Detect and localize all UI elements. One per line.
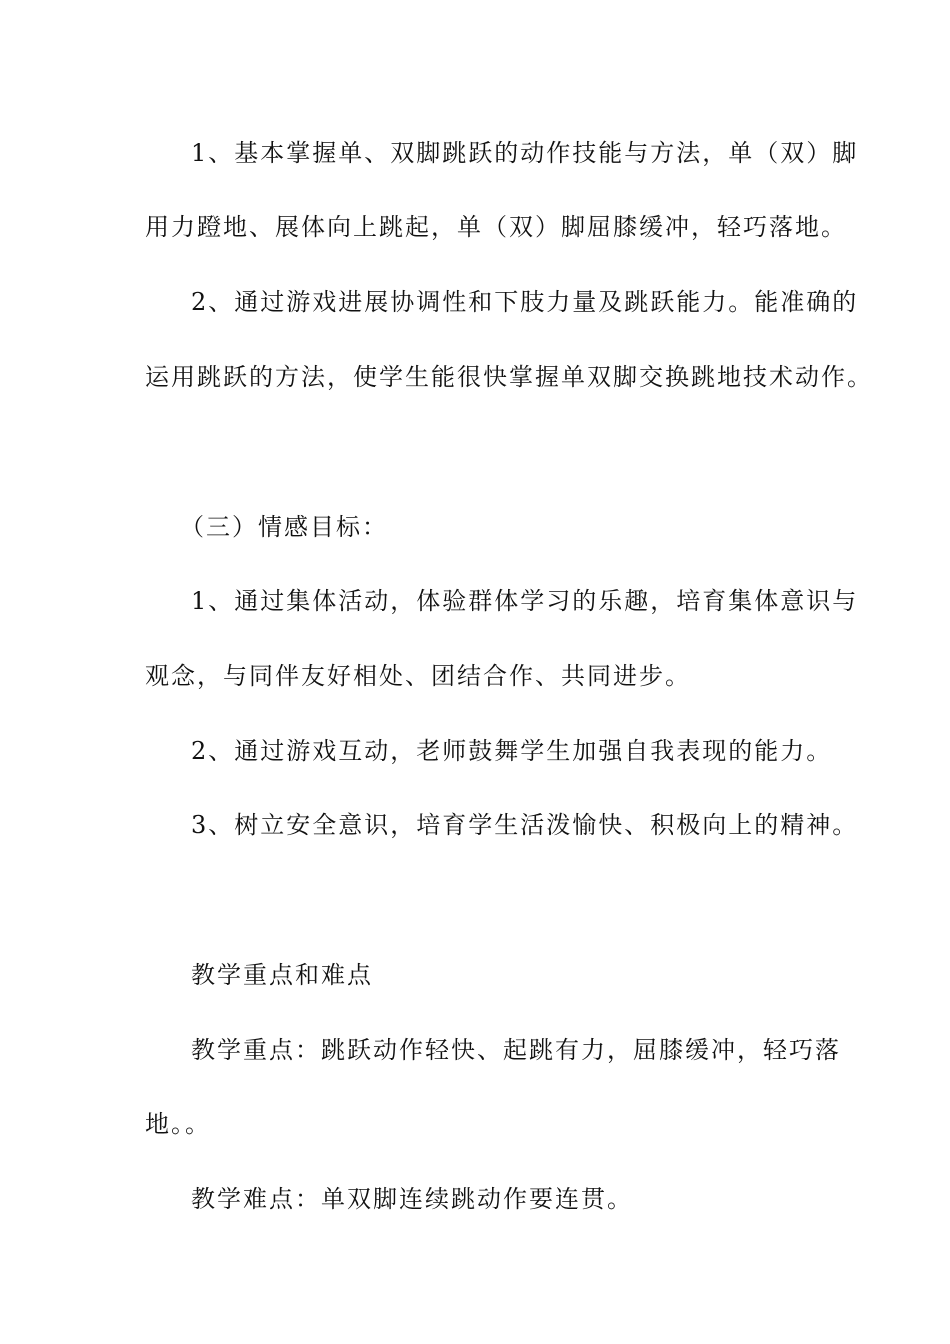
- teaching-difficulty: 教学难点：单双脚连续跳动作要连贯。: [191, 1185, 633, 1213]
- emotion-goal-2: 2、通过游戏互动，老师鼓舞学生加强自我表现的能力。: [191, 737, 833, 765]
- objective-skill-1-line-2: 用力蹬地、展体向上跳起，单（双）脚屈膝缓冲，轻巧落地。: [145, 213, 847, 241]
- emotion-goal-3: 3、树立安全意识，培育学生活泼愉快、积极向上的精神。: [191, 811, 859, 839]
- section-heading-emotion-goals: （三）情感目标：: [180, 513, 388, 541]
- emotion-goal-1-line-1: 1、通过集体活动，体验群体学习的乐趣，培育集体意识与: [191, 587, 859, 615]
- teaching-focus-line-1: 教学重点：跳跃动作轻快、起跳有力，屈膝缓冲，轻巧落: [191, 1036, 841, 1064]
- objective-skill-2-line-1: 2、通过游戏进展协调性和下肢力量及跳跃能力。能准确的: [191, 288, 859, 316]
- objective-skill-2-line-2: 运用跳跃的方法，使学生能很快掌握单双脚交换跳地技术动作。: [145, 363, 873, 391]
- section-heading-key-points: 教学重点和难点: [191, 961, 373, 989]
- teaching-focus-line-2: 地。。: [145, 1110, 211, 1138]
- emotion-goal-1-line-2: 观念，与同伴友好相处、团结合作、共同进步。: [145, 662, 691, 690]
- objective-skill-1-line-1: 1、基本掌握单、双脚跳跃的动作技能与方法，单（双）脚: [191, 139, 859, 167]
